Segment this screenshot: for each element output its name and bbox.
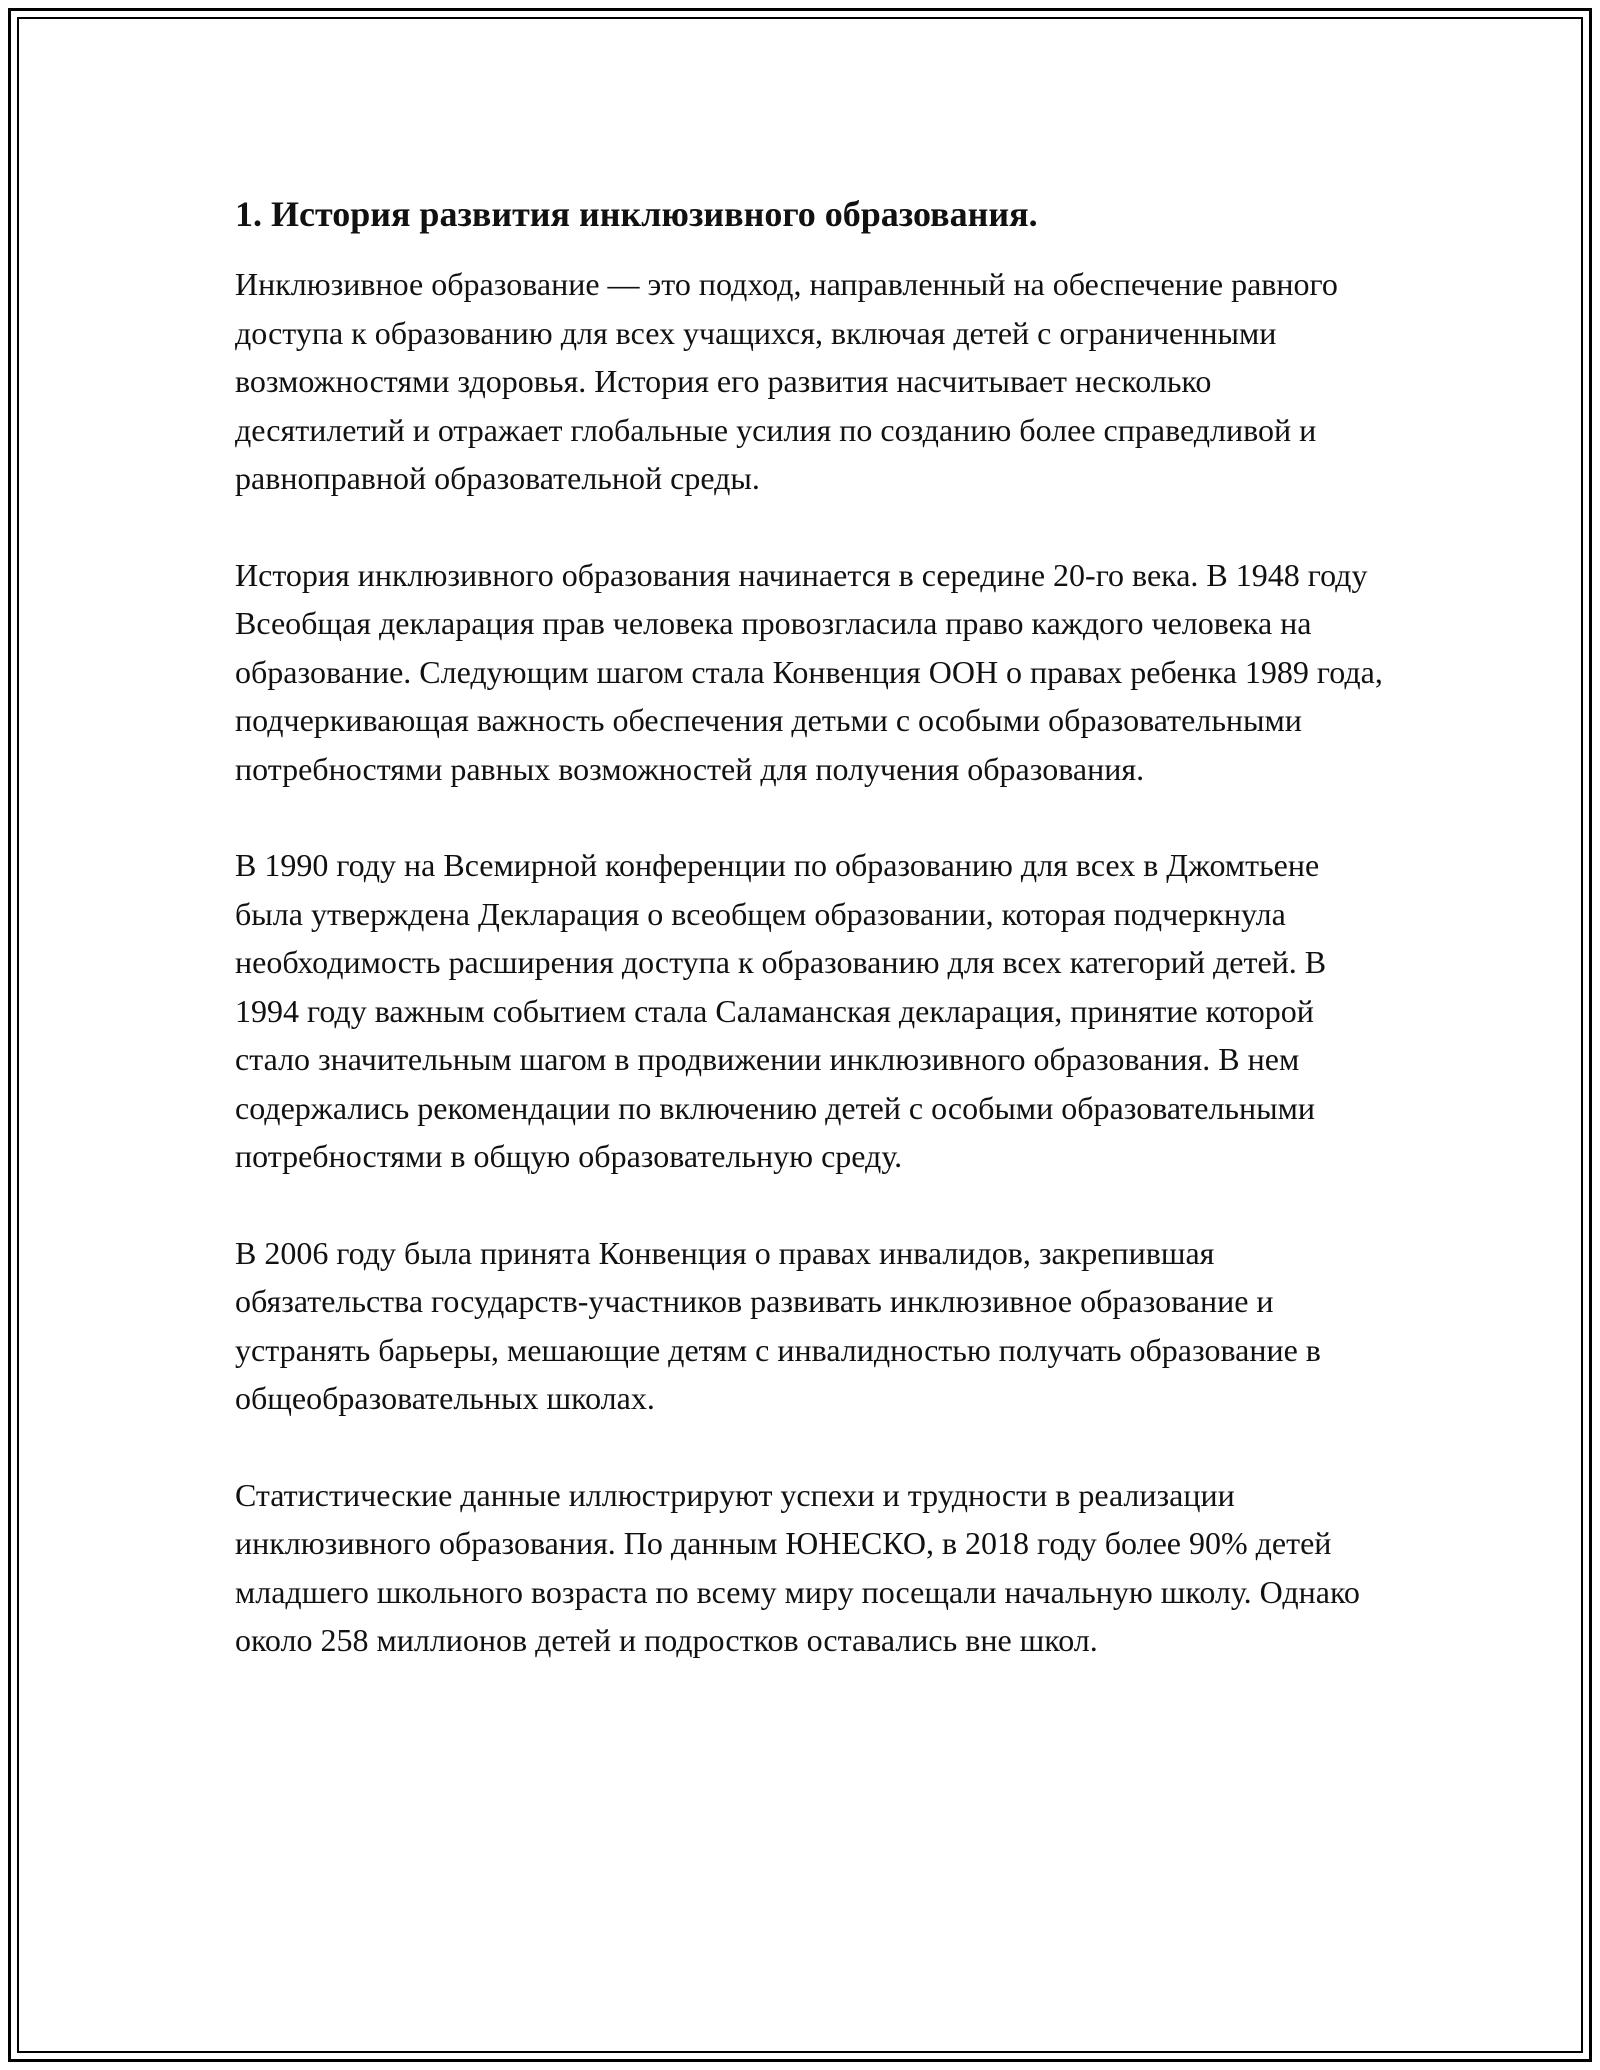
paragraph-intro: Инклюзивное образование — это подход, направленный на обеспечение равного доступа к образованию для всех учащихся, включая детей с ограниченными возможностями здоровья. История его развития насчитывает несколько десятилетий и отражает глобальные усилия по созданию более справедливой и равноправной образовательной среды. (235, 266, 1338, 496)
paragraph-statistics: Статистические данные иллюстрируют успехи и трудности в реализации инклюзивного образования. По данным ЮНЕСКО, в 2018 году более 90% детей младшего школьного возраста по всему миру посещали начальную школу. Однако около 258 миллионов детей и подростков оставались вне школ. (235, 1476, 1360, 1658)
section-heading: 1. История развития инклюзивного образования. (235, 194, 1038, 234)
document-body (235, 190, 1385, 1665)
paragraph-2006-convention: В 2006 году была принята Конвенция о правах инвалидов, закрепившая обязательства государств-участников развивать инклюзивное образование и устранять барьеры, мешающие детям с инвалидностью получать образование в общеобразовательных школах. (235, 1234, 1321, 1416)
paragraph-history-start: История инклюзивного образования начинается в середине 20-го века. В 1948 году Всеобщая декларация прав человека провозгласила право каждого человека на образование. Следующим шагом стала Конвенция ООН о правах ребенка 1989 года, подчеркивающая важность обеспечения детьми с особыми образовательными потребностями равных возможностей для получения образования. (235, 556, 1383, 787)
paragraph-1990-declarations: В 1990 году на Всемирной конференции по образованию для всех в Джомтьене была утверждена Декларация о всеобщем образовании, которая подчеркнула необходимость расширения доступа к образованию для всех категорий детей. В 1994 году важным событием стала Саламанская декларация, принятие которой стало значительным шагом в продвижении инклюзивного образования. В нем содержались рекомендации по включению детей с особыми образовательными потребностями в общую образовательную среду. (235, 847, 1327, 1174)
